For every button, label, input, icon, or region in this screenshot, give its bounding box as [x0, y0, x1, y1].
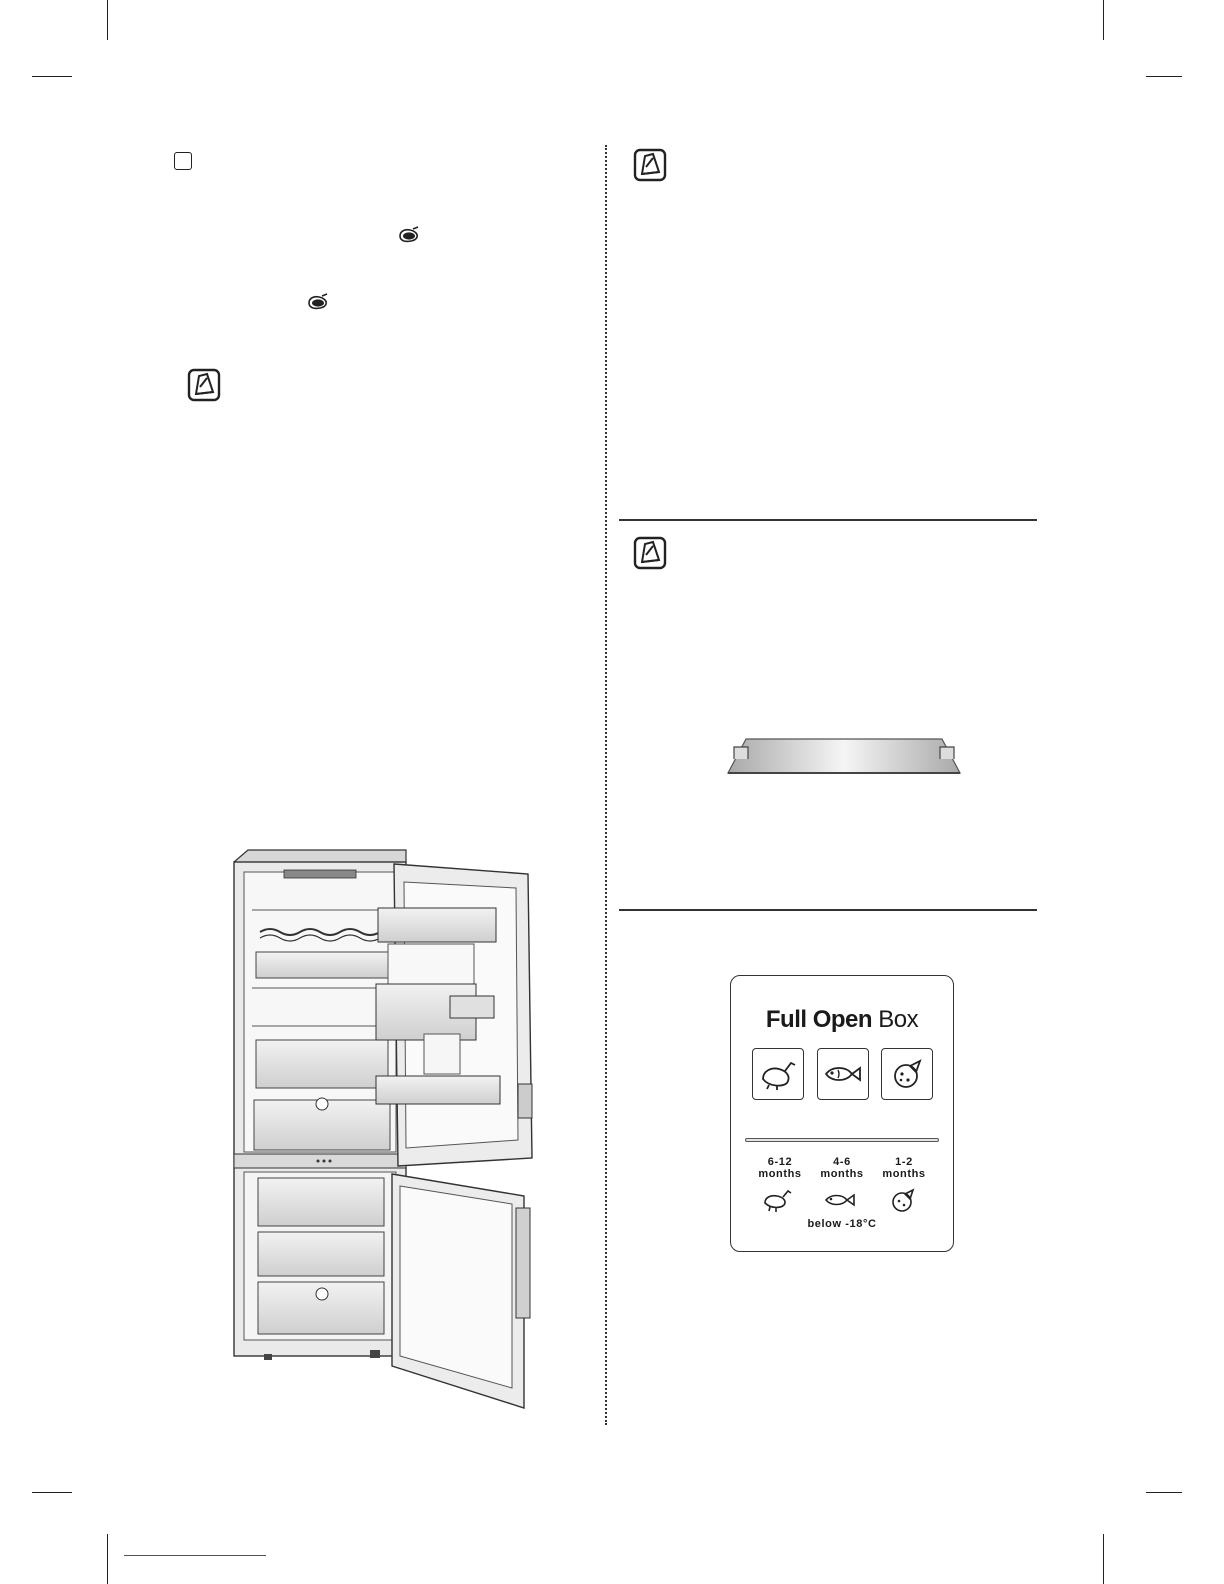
- full-open-box-label: [730, 975, 954, 1252]
- chicken-icon: [753, 1049, 803, 1099]
- crop-mark: [32, 76, 72, 77]
- column-divider: [605, 145, 607, 1425]
- crop-mark: [1146, 1492, 1182, 1493]
- chicken-icon: [759, 1185, 799, 1215]
- divider-bar: [745, 1138, 939, 1142]
- pizza-icon: [884, 1185, 924, 1215]
- meat-icon: [307, 293, 329, 311]
- chicken-square: [752, 1048, 804, 1100]
- note-pencil-icon: [633, 536, 667, 570]
- crop-mark: [1103, 1534, 1104, 1584]
- glass-shelf-illustration: [724, 735, 964, 777]
- fish-icon: [818, 1049, 868, 1099]
- crop-mark: [1146, 76, 1182, 77]
- checkbox-icon: [174, 152, 192, 170]
- temperature-note: below -18°C: [807, 1218, 877, 1230]
- label-title-bold: Full Open: [765, 1006, 873, 1033]
- crop-mark: [107, 0, 108, 40]
- note-pencil-icon: [633, 148, 667, 182]
- crop-mark: [32, 1492, 72, 1493]
- fish-square: [817, 1048, 869, 1100]
- pizza-icon: [882, 1049, 932, 1099]
- fish-icon: [822, 1185, 862, 1215]
- label-title-normal: Box: [878, 1006, 919, 1033]
- section-rule: [619, 909, 1037, 911]
- crop-mark: [1103, 0, 1104, 40]
- meat-icon: [398, 226, 420, 244]
- section-rule: [619, 519, 1037, 521]
- storage-period-pizza: 1-2 months: [882, 1156, 926, 1180]
- pizza-square: [881, 1048, 933, 1100]
- footer-link-underline: [124, 1555, 266, 1556]
- crop-mark: [107, 1534, 108, 1584]
- note-pencil-icon: [187, 368, 221, 402]
- refrigerator-illustration: [228, 848, 540, 1418]
- storage-period-fish: 4-6 months: [820, 1156, 864, 1180]
- storage-period-poultry: 6-12 months: [758, 1156, 802, 1180]
- label-title: [731, 1006, 953, 1034]
